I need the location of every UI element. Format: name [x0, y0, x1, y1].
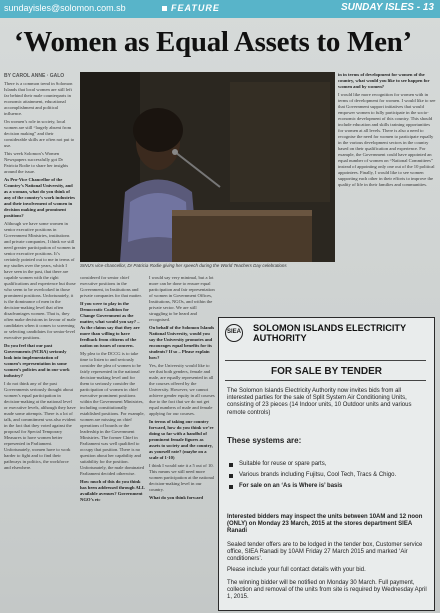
article-headline: ‘Women as Equal Assets to Men’	[14, 26, 412, 58]
bullet-icon	[229, 485, 233, 489]
section-label	[162, 3, 220, 13]
article-paragraph: I would say very minimal, but a lot more can be done to ensure equal participation and fair representation of women in Government Offices, Institutions, NGOs, and within the private sector. We are still struggling to be heard and recognised.	[149, 275, 215, 322]
article-paragraph: considered for senior chief executive positions in the Government, in Institutions and private companies for that matter.	[80, 275, 142, 298]
for-sale-heading: FOR SALE BY TENDER	[271, 366, 382, 377]
article-photo	[80, 72, 335, 262]
speaker-illustration	[80, 72, 335, 262]
interview-question: If you were to play in the Democratic Coalition for Change Government as the matter, what would you say? – As the claims say that they are more than willing to have feedback from citizens of the nation on issues of concern.	[80, 301, 140, 348]
article-column-1	[4, 81, 76, 609]
interview-question: As Pro-Vice Chancellor of the Country’s National University, and as a woman, what do you think of any of the country’s work industries and their involvement of women in decision making and prominent positions?	[4, 177, 75, 218]
winner-notice: The winning bidder will be notified on Monday 30 March. Full payment, collection and removal of the units from site is required by Wednesday April 1, 2015.	[227, 580, 427, 601]
list-item-text: For sale on an ‘As is Where is’ basis	[239, 483, 343, 490]
article-paragraph: There is a common trend in Solomon Islands that local women are still left far behind their male counterparts in economic attainment, educational accomplishment and political influence.	[4, 81, 73, 116]
article-column-4	[338, 72, 436, 312]
divider	[225, 360, 426, 361]
section-name: FEATURE	[171, 3, 220, 13]
authority-name: SOLOMON ISLANDS ELECTRICITY AUTHORITY	[253, 323, 406, 343]
interview-question: Do you feel that our past Governments (NCRA) seriously look into implementation of women’s representation in some women’s policies and in our work industry?	[4, 343, 70, 378]
interview-question: In terms of taking our country forward, how do you think we’re doing so far with a handful of prominent female figures as assets to society and the country, as yourself rate? (maybe on a scale of 1-10)	[149, 419, 214, 460]
section-marker-icon	[162, 6, 167, 11]
ad-header	[225, 324, 425, 342]
article-paragraph: Although we have some women in senior executive positions in Government Ministries, institutions and private companies, I think we still need greater participation of women in senior executive positions. It’s certainly pointed out to me in terms of my studies over the years, which I have seen in the past, that there are capable women with the right qualifications and experience but those who seem to be overlooked in those prominent positions. Unfortunately, it is the dominance of men in the decision-making level that often disadvantages women. That is, they often make decisions in favour of male candidates when it comes to screening or selecting candidates for senior-level executive positions.	[4, 221, 76, 340]
header-email: sundayisles@solomon.com.sb	[4, 3, 126, 13]
page-number: 13	[422, 2, 434, 13]
article-paragraph: I would like more recognition for women with in terms of development for women. I would like to see that Government support initiatives that would empower women to fully participate in the socio-economic development of this country. This should include education and skills training opportunities for women at all levels. There is also a need to recognise the need for women to participate equally in the various development sectors in the country based on their qualification and experience. For example, the Government could have appointed an equal number of women on “National Committees” instead of appointing only one out of the 10 political appointees. Finally, I would like to see women supporting each other in their efforts to improve the quality of life in their families and communities.	[338, 92, 436, 187]
interview-question: in in terms of development for women of the country, what would you like to see happen for women and by women?	[338, 72, 430, 89]
article-paragraph: This week Solomon’s Women Newspapers successfully got Dr Patricia Rodie to share her insights around the issue.	[4, 151, 69, 174]
page-number-label: SUNDAY ISLES - 13	[341, 2, 434, 13]
systems-list	[227, 461, 427, 495]
systems-heading: These systems are:	[227, 436, 302, 445]
photo-caption: SINU’s vice-chancellor, Dr Patricia Rodie giving her speech during the World Teachers Day celebrations	[80, 263, 287, 268]
article-paragraph: My plea to the DCCG is to take time to listen to and seriously consider the plea of women to be fairly represented in the national decision-making level and for them to seriously consider the participation of women in chief executive prominent positions within the Government Ministries, including constitutionally established positions. For example, women are missing on chief operations of boards or the leadership in the Government Ministries. The former Chief in Parliament was well qualified to occupy that position. There is no question about her capability and suitability for the position. Unfortunately, the male dominated Parliament decided otherwise.	[80, 351, 145, 476]
siea-logo: SIEA	[225, 324, 243, 342]
tender-advertisement	[218, 317, 435, 611]
article-byline: BY CAROL ANNE · GALO	[4, 73, 65, 79]
bullet-icon	[229, 474, 233, 478]
tender-intro: The Solomon Islands Electricity Authority now invites bids from all interested parties for the sale of Split System Air Conditioning Units, consisting of 23 pieces (14 Indoor units, 10 Outdoor units and various remote controls)	[227, 388, 412, 416]
interview-question: On behalf of the Solomon Islands National University, would you say the University promotes and encourages equal benefits for its students? If so – Please explain how?	[149, 325, 215, 360]
contact-notice: Please include your full contact details with your bid.	[227, 567, 366, 573]
article-paragraph: Yes, the University would like to see that both genders, female and male, are equally represented in all the courses offered by the University. However, we cannot achieve gender equity in all courses due to the fact that we do not get equal numbers of male and female applying for our courses.	[149, 363, 215, 416]
sealed-tender-notice: Sealed tender offers are to be lodged in the tender box, Customer service office, SIEA Ranadi by 10AM Friday 27 March 2015 and marked ‘Air conditioners’.	[227, 542, 423, 563]
publication-name: SUNDAY ISLES	[341, 2, 414, 13]
list-item	[227, 472, 427, 479]
article-paragraph: I think I would rate it a 5 out of 10. This means we still need more women participation at the national decision-making level in our country.	[149, 463, 215, 492]
list-item	[227, 461, 427, 468]
article-paragraph: On women’s role in society, local women are still “largely absent from decision making” and their considerable skills are often not put to use.	[4, 119, 75, 148]
list-item-text: Various brands including Fujitsu, Cool Tech, Tracs & Chigo.	[239, 472, 397, 479]
list-item	[227, 483, 427, 490]
article-column-3	[149, 275, 215, 609]
divider	[225, 380, 426, 381]
list-item-text: Suitable for reuse or spare parts,	[239, 461, 327, 467]
article-column-2	[80, 275, 145, 609]
page-header-bar	[0, 0, 440, 18]
interview-question: What do you think forward	[149, 495, 204, 500]
bullet-icon	[229, 463, 233, 467]
interview-question: How much of this do you think has been addressed through ALL available avenues? Government NGO’s etc	[80, 479, 145, 502]
inspection-notice: Interested bidders may inspect the units between 10AM and 12 noon (ONLY) on Monday 23 March, 2015 at the stores department SIEA Ranadi	[227, 514, 423, 535]
article-paragraph: I do not think any of the past Governments seriously thought about women’s equal participation in decision-making at the national level or executive levels, although they have made some attempts. There is a lot of talk, and commitment was also evident in the fact that they voted against the proposal for Special Temporary Measures to have women better represented in Parliament. Unfortunately, women have to work harder to fight and to find their pathways in politics, the workforce and elsewhere.	[4, 381, 76, 470]
